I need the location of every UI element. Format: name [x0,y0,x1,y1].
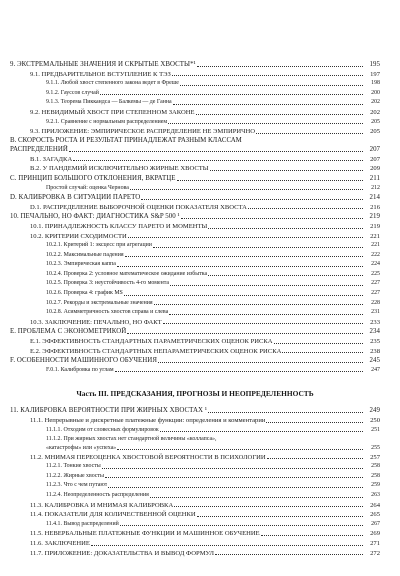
toc-entry [10,453,380,463]
toc-entry-title: 11.1. Непрерывные и дискретные платежные функции: определения и комментарии [30,417,266,424]
toc-page-number: 225 [371,270,380,277]
toc-page-number: 267 [371,520,380,527]
toc-entry-title: 10. ПЕЧАЛЬНО, НО ФАКТ: ДИАГНОСТИКА S&P 500 ¹ [10,213,180,221]
toc-entry [10,184,380,194]
toc-page-number: 249 [369,407,380,415]
toc-entry-title: E. ПРОБЛЕМА С ЭКОНОМЕТРИКОЙ [10,328,127,336]
toc-page-number: 216 [370,203,380,211]
toc-entry-title: 10.3. ЗАКЛЮЧЕНИЕ: ПЕЧАЛЬНО, НО ФАКТ [30,318,162,326]
dot-leader [261,535,363,536]
toc-entry-title: 11.2.4. Неопределенность распределения [46,491,149,498]
toc-page-number: 214 [369,194,380,202]
toc-page-number: 198 [371,80,380,87]
toc-entry-title: 9.1.1. Любой хвост степенного закона ведет в Фреше [46,80,179,87]
toc-entry [10,416,380,426]
dot-leader [105,477,363,478]
toc-page-number: 250 [370,417,380,424]
toc-page-number: 227 [371,290,380,297]
dot-leader [172,75,363,76]
toc-entry [10,232,380,242]
toc-page-number: 271 [370,539,380,547]
toc-entry-title: 11.2.2. Жирные хвосты [46,472,104,479]
dot-leader [274,343,363,344]
dot-leader [196,114,363,115]
dot-leader [208,275,363,276]
dot-leader [154,304,363,305]
toc-page-number: 235 [370,338,380,346]
dot-leader [158,362,363,363]
toc-page-number: 233 [370,318,380,326]
toc-entry [10,89,380,99]
toc-entry [10,70,380,80]
toc-entry-title: F. ОСОБЕННОСТИ МАШИННОГО ОБУЧЕНИЯ [10,357,157,365]
toc-entry-title: 9.3. ПРИЛОЖЕНИЕ: ЭМПИРИЧЕСКОЕ РАСПРЕДЕЛЕНИЕ НЕ ЭМПИРИЧНО [30,128,255,136]
toc-entry-title: 9.2.1. Сравнение с нормальным распределением [46,118,168,125]
toc-entry-title: 9.2. НЕВИДИМЫЙ ХВОСТ ПРИ СТЕПЕННОМ ЗАКОНЕ [30,108,195,116]
toc-page-number: 257 [370,453,380,461]
dot-leader [208,412,363,413]
toc-entry-title: B.2. У ПАНДЕМИЙ ИСКЛЮЧИТЕЛЬНО ЖИРНЫЕ ХВОСТЫ [30,165,209,173]
toc-entry [10,337,380,347]
toc-entry-title-line2: РАСПРЕДЕЛЕНИЙ [10,146,68,154]
toc-page-number: 247 [371,366,380,373]
toc-entry-title: 11.7. ПРИЛОЖЕНИЕ: ДОКАЗАТЕЛЬСТВА И ВЫВОД ФОРМУЛ [30,549,214,557]
toc-entry [10,241,380,251]
toc-entry-title: 11.3. КАЛИБРОВКА И МНИМАЯ КАЛИБРОВКА [30,501,174,509]
toc-entry [10,520,380,530]
toc-page-number: 227 [371,280,380,287]
toc-entry-title: F.0.1. Калибровка по углам [46,366,114,373]
toc-entry [10,529,380,539]
dot-leader [197,66,363,67]
toc-entry-title: D.1. РАСПРЕДЕЛЕНИЕ ВЫБОРОЧНОЙ ОЦЕНКИ ПОКАЗАТЕЛЯ ХВОСТА [30,203,247,211]
toc-page-number: 272 [370,549,380,557]
dot-leader [91,545,363,546]
toc-entry [10,60,380,70]
dot-leader [180,85,363,86]
toc-page-number: 245 [369,357,380,365]
dot-leader [181,218,363,219]
toc-entry [10,327,380,337]
toc-entry-title: E.2. ЭФФЕКТИВНОСТЬ СТАНДАРТНЫХ НЕПАРАМЕТРИЧЕСКИХ ОЦЕНОК РИСКА [30,347,282,355]
toc-entry [10,481,380,491]
toc-page-number: 263 [371,491,380,498]
toc-entry-title: 9.1. ПРЕДВАРИТЕЛЬНОЕ ВСТУПЛЕНИЕ К ТЭЗ [30,70,171,78]
toc-entry-title: 11.2.3. Что с чем путают [46,482,108,489]
toc-entry [10,426,380,436]
dot-leader [215,554,363,555]
toc-entry-wrapped [10,137,380,155]
toc-entry [10,79,380,89]
toc-entry [10,318,380,328]
toc-page-number: 205 [370,128,380,136]
dot-leader [127,333,363,334]
toc-entry [10,539,380,549]
toc-entry [10,356,380,366]
toc-entry [10,289,380,299]
dot-leader [128,237,363,238]
toc-page-number: 269 [370,530,380,538]
toc-page-number: 212 [371,184,380,191]
toc-entry [10,366,380,376]
toc-entry [10,98,380,108]
toc-entry-title: 11.4. ПОКАЗАТЕЛИ ДЛЯ КОЛИЧЕСТВЕННОЙ ОЦЕНКИ [30,511,196,519]
toc-entry-title: C. ПРИНЦИП БОЛЬШОГО ОТКЛОНЕНИЯ, ВКРАТЦЕ [10,174,176,182]
toc-group-c [10,406,380,435]
toc-entry-title: 10.2.5. Проверка 3: неустойчивость 4-го момента [46,280,170,287]
toc-entry-title: 11.2.1. Тонкие хвосты [46,463,101,470]
toc-entry-title: Простой случай: оценка Чернова [46,184,129,191]
toc-entry-title: 10.2.3. Эмпирическая каппа [46,261,116,268]
dot-leader [282,352,363,353]
toc-entry-title-line1: B. СКОРОСТЬ РОСТА И РЕЗУЛЬТАТ ПРИНАДЛЕЖАТ РАЗНЫМ КЛАССАМ [10,136,242,144]
toc-page-number: 221 [371,242,380,249]
toc-entry [10,270,380,280]
toc-page-number: 219 [369,213,380,221]
dot-leader [117,266,363,267]
dot-leader [197,516,363,517]
toc-entry-title: 11.2. МНИМАЯ ПЕРЕОЦЕНКА ХВОСТОВОЙ ВЕРОЯТНОСТИ В ПСИХОЛОГИИ [30,453,266,461]
toc-entry [10,164,380,174]
dot-leader [150,497,363,498]
dot-leader [170,285,363,286]
toc-entry [10,222,380,232]
dot-leader [208,228,363,229]
toc-page-number: 195 [369,61,380,68]
toc-entry [10,510,380,520]
toc-entry [10,472,380,482]
dot-leader [267,458,363,459]
toc-page-number: 207 [369,146,380,154]
dot-leader [266,422,363,423]
toc-entry-wrapped [10,435,380,452]
dot-leader [69,151,363,152]
toc-page-number: 200 [371,89,380,96]
toc-entry [10,406,380,416]
toc-entry-title: 11.1.1. Отходим от словесных формулировок [46,426,159,433]
dot-leader [169,314,363,315]
dot-leader [100,94,363,95]
toc-entry [10,193,380,203]
toc-page-number: 202 [370,108,380,116]
dot-leader [173,104,363,105]
toc-entry-title: D. КАЛИБРОВКА В СИТУАЦИИ ПАРЕТО [10,194,141,202]
toc-page-number: 219 [370,222,380,230]
toc-entry-title: 10.1. ПРИНАДЛЕЖНОСТЬ КЛАССУ ПАРЕТО И МОМЕНТЫ [30,222,208,230]
toc-page-number: 234 [369,328,380,336]
toc-group-b [10,155,380,376]
dot-leader [124,295,363,296]
toc-page-number: 258 [371,463,380,470]
toc-page-number: 209 [370,165,380,173]
toc-page-number: 207 [370,155,380,163]
toc-entry-title: 9.1.2. Гауссов случай [46,89,99,96]
dot-leader [130,189,363,190]
dot-leader [210,170,363,171]
toc-entry-title: 9. ЭКСТРЕМАЛЬНЫЕ ЗНАЧЕНИЯ И СКРЫТЫЕ ХВОСТЫ*¹ [10,61,196,68]
table-of-contents [10,60,380,558]
toc-entry [10,279,380,289]
dot-leader [115,371,363,372]
toc-page-number: 205 [371,118,380,125]
toc-page-number: 265 [370,511,380,519]
toc-entry-title: 9.1.3. Теорема Пиккандса — Балкемы — де Ганна [46,99,172,106]
toc-page-number: 197 [370,70,380,78]
dot-leader [163,323,363,324]
toc-entry [10,118,380,128]
toc-entry-title: 10.2.1. Критерий 1: эксцесс при агрегации [46,242,152,249]
toc-page-number: 221 [370,232,380,240]
toc-entry [10,251,380,261]
toc-entry-title-line1: 11.1.2. При жирных хвостах нет стандартной величины «коллапса», [46,436,217,443]
toc-entry-title: 11.6. ЗАКЛЮЧЕНИЕ [30,539,90,547]
toc-entry [10,203,380,213]
toc-entry [10,155,380,165]
toc-page-number: 264 [370,501,380,509]
toc-entry [10,549,380,559]
dot-leader [160,431,363,432]
toc-entry-title-line2: «катастрофы» или «успеха» [46,444,117,451]
toc-entry [10,260,380,270]
toc-entry-title: 10.2. КРИТЕРИИ СХОДИМОСТИ [30,232,127,240]
toc-entry [10,308,380,318]
toc-page-number: 202 [371,99,380,106]
dot-leader [125,256,363,257]
dot-leader [153,247,363,248]
toc-entry-title: B.1. ЗАГАДКА [30,155,73,163]
dot-leader [73,160,363,161]
toc-page-number: 255 [371,444,380,451]
toc-entry [10,108,380,118]
dot-leader [248,208,363,209]
dot-leader [168,123,363,124]
toc-entry [10,462,380,472]
toc-page-number: 251 [371,426,380,433]
dot-leader [256,133,363,134]
toc-page-number: 224 [371,261,380,268]
dot-leader [120,525,363,526]
toc-entry [10,174,380,184]
toc-page-number: 238 [370,347,380,355]
toc-page-number: 231 [371,309,380,316]
toc-entry [10,212,380,222]
toc-entry-title: 10.2.2. Максимальные падения [46,251,124,258]
toc-entry-title: 10.2.4. Проверка 2: условное математическое ожидание избытка [46,270,208,277]
dot-leader [108,487,363,488]
toc-entry-title: 10.2.8. Асимметричность хвостов справа и слева [46,309,169,316]
part-heading: Часть III. ПРЕДСКАЗАНИЯ, ПРОГНОЗЫ И НЕОПРЕДЕЛЕННОСТЬ [76,389,314,399]
toc-entry-title: 10.2.6. Проверка 4: график MS [46,290,123,297]
toc-group-d [10,453,380,559]
toc-entry [10,347,380,357]
toc-entry [10,127,380,137]
toc-page-number: 222 [371,251,380,258]
toc-page-number: 258 [371,472,380,479]
dot-leader [102,468,363,469]
toc-entry-title: 10.2.7. Рекорды и экстремальные значения [46,299,153,306]
toc-entry-title: 11.4.1. Вывод распределений [46,520,119,527]
toc-group-a [10,60,380,137]
toc-entry-title: E.1. ЭФФЕКТИВНОСТЬ СТАНДАРТНЫХ ПАРАМЕТРИЧЕСКИХ ОЦЕНОК РИСКА [30,338,273,346]
toc-page-number: 228 [371,299,380,306]
dot-leader [117,449,363,450]
toc-page-number: 259 [371,482,380,489]
toc-entry [10,299,380,309]
toc-entry-title: 11.5. НЕВЕРБАЛЬНЫЕ ПЛАТЕЖНЫЕ ФУНКЦИИ И МАШИННОЕ ОБУЧЕНИЕ [30,530,260,538]
dot-leader [141,199,363,200]
toc-entry [10,501,380,511]
toc-entry-title: 11. КАЛИБРОВКА ВЕРОЯТНОСТИ ПРИ ЖИРНЫХ ХВОСТАХ ¹ [10,407,207,415]
dot-leader [177,180,363,181]
dot-leader [174,506,363,507]
toc-page-number: 211 [369,174,380,182]
toc-entry [10,491,380,501]
